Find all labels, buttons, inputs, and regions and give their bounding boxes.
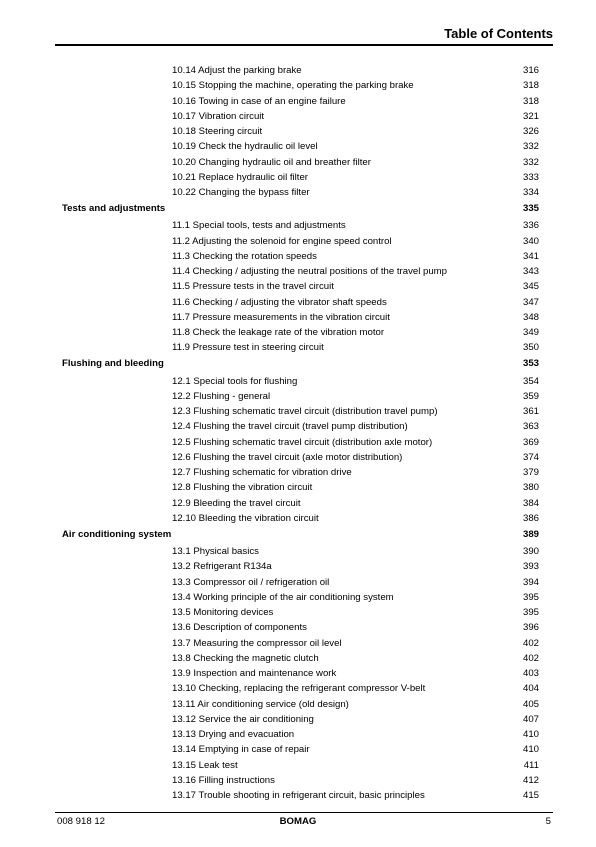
toc-entry[interactable] bbox=[0, 652, 596, 666]
toc-entry-title: 12.9 Bleeding the travel circuit bbox=[172, 497, 301, 509]
toc-entry-title: 10.21 Replace hydraulic oil filter bbox=[172, 171, 308, 183]
toc-entry-title: 12.1 Special tools for flushing bbox=[172, 375, 298, 387]
toc-entry-page: 354 bbox=[522, 375, 539, 387]
toc-entry[interactable] bbox=[0, 621, 596, 635]
toc-entry-page: 333 bbox=[522, 171, 539, 183]
toc-entry-page: 396 bbox=[522, 622, 539, 634]
toc-entry[interactable] bbox=[0, 512, 596, 526]
toc-entry-page: 410 bbox=[522, 729, 539, 740]
toc-entry-title: 12.10 Bleeding the vibration circuit bbox=[172, 512, 319, 524]
toc-entry-page: 332 bbox=[522, 141, 539, 153]
toc-entry-page: 316 bbox=[522, 65, 539, 76]
toc-entry[interactable] bbox=[0, 682, 596, 696]
toc-entry-title: 11.6 Checking / adjusting the vibrator shaft speeds bbox=[172, 296, 387, 308]
toc-entry-page: 361 bbox=[522, 406, 539, 417]
toc-entry-title: 10.22 Changing the bypass filter bbox=[172, 187, 310, 198]
toc-entry[interactable] bbox=[0, 451, 596, 465]
toc-entry-page: 359 bbox=[522, 390, 539, 402]
toc-entry-title: 13.16 Filling instructions bbox=[172, 774, 275, 786]
toc-entry[interactable] bbox=[0, 420, 596, 434]
toc-entry-page: 384 bbox=[522, 497, 539, 509]
toc-entry[interactable] bbox=[0, 110, 596, 124]
toc-entry-title: 13.1 Physical basics bbox=[172, 546, 259, 557]
toc-entry-title: 11.5 Pressure tests in the travel circuit bbox=[172, 281, 334, 293]
toc-entry-title: 13.17 Trouble shooting in refrigerant circuit, basic principles bbox=[172, 790, 425, 801]
toc-entry[interactable] bbox=[0, 235, 596, 249]
toc-entry-title: 10.15 Stopping the machine, operating the parking brake bbox=[172, 80, 414, 92]
toc-entry-title: 13.15 Leak test bbox=[172, 759, 238, 771]
toc-entry[interactable] bbox=[0, 375, 596, 389]
toc-entry-title: 12.6 Flushing the travel circuit (axle motor distribution) bbox=[172, 451, 403, 463]
toc-section-page: 389 bbox=[522, 528, 539, 540]
toc-entry-page: 402 bbox=[522, 652, 539, 664]
toc-entry[interactable] bbox=[0, 156, 596, 170]
toc-entry[interactable] bbox=[0, 265, 596, 279]
toc-entry[interactable] bbox=[0, 576, 596, 590]
toc-entry-title: 13.8 Checking the magnetic clutch bbox=[172, 652, 319, 664]
toc-entry-page: 407 bbox=[522, 713, 539, 725]
toc-entry-page: 404 bbox=[522, 683, 539, 695]
toc-entry-page: 380 bbox=[522, 482, 539, 494]
toc-entry-page: 394 bbox=[522, 576, 539, 588]
brand-name: BOMAG bbox=[279, 816, 317, 827]
toc-entry[interactable] bbox=[0, 186, 596, 200]
toc-entry[interactable] bbox=[0, 341, 596, 355]
toc-entry[interactable] bbox=[0, 497, 596, 511]
toc-entry[interactable] bbox=[0, 481, 596, 495]
toc-entry-title: 12.8 Flushing the vibration circuit bbox=[172, 482, 313, 494]
toc-entry-title: 12.4 Flushing the travel circuit (travel pump distribution) bbox=[172, 421, 408, 433]
toc-entry-page: 343 bbox=[522, 266, 539, 277]
toc-entry-title: 12.5 Flushing schematic travel circuit (distribution axle motor) bbox=[172, 436, 433, 448]
toc-entry-page: 374 bbox=[522, 451, 539, 463]
toc-entry-title: 13.5 Monitoring devices bbox=[172, 607, 274, 618]
toc-entry[interactable] bbox=[0, 171, 596, 185]
toc-entry[interactable] bbox=[0, 140, 596, 154]
toc-entry[interactable] bbox=[0, 79, 596, 93]
toc-entry-title: 10.20 Changing hydraulic oil and breather filter bbox=[172, 156, 371, 168]
toc-entry-title: 13.3 Compressor oil / refrigeration oil bbox=[172, 576, 330, 588]
toc-entry[interactable] bbox=[0, 219, 596, 233]
toc-entry-page: 405 bbox=[522, 698, 539, 710]
toc-entry-title: 13.7 Measuring the compressor oil level bbox=[172, 637, 342, 649]
toc-entry-page: 415 bbox=[522, 790, 539, 801]
toc-entry-title: 12.2 Flushing - general bbox=[172, 390, 271, 402]
toc-entry-page: 347 bbox=[522, 296, 539, 308]
toc-entry-page: 379 bbox=[522, 467, 539, 478]
toc-entry[interactable] bbox=[0, 789, 596, 803]
toc-entry[interactable] bbox=[0, 560, 596, 574]
toc-entry-title: 11.2 Adjusting the solenoid for engine speed control bbox=[172, 235, 392, 247]
toc-entry-title: 13.14 Emptying in case of repair bbox=[172, 744, 310, 756]
toc-entry-title: 11.9 Pressure test in steering circuit bbox=[172, 342, 324, 354]
toc-entry-title: 10.19 Check the hydraulic oil level bbox=[172, 141, 318, 153]
toc-entry-title: 10.14 Adjust the parking brake bbox=[172, 65, 302, 76]
toc-entry-title: 10.18 Steering circuit bbox=[172, 126, 263, 137]
toc-entry-title: 13.11 Air conditioning service (old design) bbox=[172, 698, 349, 710]
toc-entry-page: 412 bbox=[522, 774, 539, 786]
toc-entry-title: 11.3 Checking the rotation speeds bbox=[172, 250, 317, 262]
toc-section[interactable] bbox=[0, 528, 596, 542]
toc-entry[interactable] bbox=[0, 591, 596, 605]
toc-section-title: Flushing and bleeding bbox=[62, 358, 164, 369]
toc-entry[interactable] bbox=[0, 390, 596, 404]
toc-entry[interactable] bbox=[0, 436, 596, 450]
toc-entry[interactable] bbox=[0, 311, 596, 325]
toc-entry-page: 334 bbox=[522, 187, 539, 198]
toc-entry-page: 341 bbox=[522, 250, 539, 262]
toc-entry[interactable] bbox=[0, 64, 596, 78]
toc-entry[interactable] bbox=[0, 296, 596, 310]
toc-entry[interactable] bbox=[0, 667, 596, 681]
toc-section[interactable] bbox=[0, 357, 596, 371]
toc-entry[interactable] bbox=[0, 280, 596, 294]
toc-entry[interactable] bbox=[0, 743, 596, 757]
toc-entry-page: 395 bbox=[522, 591, 539, 603]
toc-entry-page: 403 bbox=[522, 668, 539, 679]
toc-entry[interactable] bbox=[0, 606, 596, 620]
toc-entry-title: 13.13 Drying and evacuation bbox=[172, 729, 295, 740]
toc-entry-page: 318 bbox=[522, 80, 539, 92]
toc-entry-title: 13.2 Refrigerant R134a bbox=[172, 561, 272, 573]
toc-entry-title: 12.3 Flushing schematic travel circuit (distribution travel pump) bbox=[172, 406, 438, 417]
toc-entry[interactable] bbox=[0, 405, 596, 419]
toc-section-page: 335 bbox=[522, 202, 539, 214]
toc-entry-page: 345 bbox=[522, 281, 539, 293]
toc-entry-page: 395 bbox=[522, 607, 539, 618]
toc-entry[interactable] bbox=[0, 713, 596, 727]
toc-section-title: Air conditioning system bbox=[62, 528, 172, 540]
toc-entry-page: 363 bbox=[522, 421, 539, 433]
toc-entry-title: 13.6 Description of components bbox=[172, 622, 307, 634]
toc-entry[interactable] bbox=[0, 95, 596, 109]
toc-section[interactable] bbox=[0, 202, 596, 216]
toc-entry-page: 340 bbox=[522, 235, 539, 247]
toc-entry-title: 13.4 Working principle of the air conditioning system bbox=[172, 591, 394, 603]
toc-entry-page: 402 bbox=[522, 637, 539, 649]
toc-entry-title: 10.16 Towing in case of an engine failure bbox=[172, 95, 346, 107]
toc-entry-title: 11.7 Pressure measurements in the vibration circuit bbox=[172, 311, 390, 323]
toc-entry-title: 10.17 Vibration circuit bbox=[172, 110, 265, 122]
toc-entry-title: 11.1 Special tools, tests and adjustments bbox=[172, 220, 346, 232]
toc-entry-title: 13.9 Inspection and maintenance work bbox=[172, 668, 337, 679]
toc-entry-page: 326 bbox=[522, 126, 539, 137]
toc-entry-page: 349 bbox=[522, 327, 539, 338]
toc-entry[interactable] bbox=[0, 698, 596, 712]
toc-entry-page: 336 bbox=[522, 220, 539, 232]
toc-entry[interactable] bbox=[0, 759, 596, 773]
toc-entry-page: 410 bbox=[522, 744, 539, 756]
toc-entry-page: 332 bbox=[522, 156, 539, 168]
toc-entry-page: 321 bbox=[522, 110, 539, 122]
toc-entry-page: 369 bbox=[522, 436, 539, 448]
footer-divider bbox=[55, 812, 553, 813]
toc-entry-page: 348 bbox=[522, 311, 539, 323]
toc-entry[interactable] bbox=[0, 125, 596, 139]
toc-entry-page: 411 bbox=[523, 759, 539, 771]
toc-entry[interactable] bbox=[0, 637, 596, 651]
toc-entry[interactable] bbox=[0, 774, 596, 788]
toc-entry-page: 318 bbox=[522, 95, 539, 107]
toc-entry-page: 350 bbox=[522, 342, 539, 354]
toc-entry-title: 13.12 Service the air conditioning bbox=[172, 713, 314, 725]
toc-entry-page: 393 bbox=[522, 561, 539, 573]
toc-section-page: 353 bbox=[522, 358, 539, 369]
toc-entry-title: 13.10 Checking, replacing the refrigerant compressor V-belt bbox=[172, 683, 426, 695]
toc-entry[interactable] bbox=[0, 728, 596, 742]
toc-entry-title: 11.8 Check the leakage rate of the vibration motor bbox=[172, 327, 385, 338]
toc-entry[interactable] bbox=[0, 466, 596, 480]
toc-entry-page: 386 bbox=[522, 512, 539, 524]
toc-entry-title: 11.4 Checking / adjusting the neutral positions of the travel pump bbox=[172, 266, 448, 277]
page-number: 5 bbox=[545, 816, 551, 827]
toc-section-title: Tests and adjustments bbox=[62, 202, 166, 214]
toc-entry-title: 12.7 Flushing schematic for vibration drive bbox=[172, 467, 352, 478]
toc-entry[interactable] bbox=[0, 326, 596, 340]
toc-entry[interactable] bbox=[0, 250, 596, 264]
document-number: 008 918 12 bbox=[57, 816, 106, 827]
header-divider bbox=[55, 44, 553, 46]
toc-entry[interactable] bbox=[0, 545, 596, 559]
page-title: Table of Contents bbox=[444, 26, 553, 41]
toc-entry-page: 390 bbox=[522, 546, 539, 557]
